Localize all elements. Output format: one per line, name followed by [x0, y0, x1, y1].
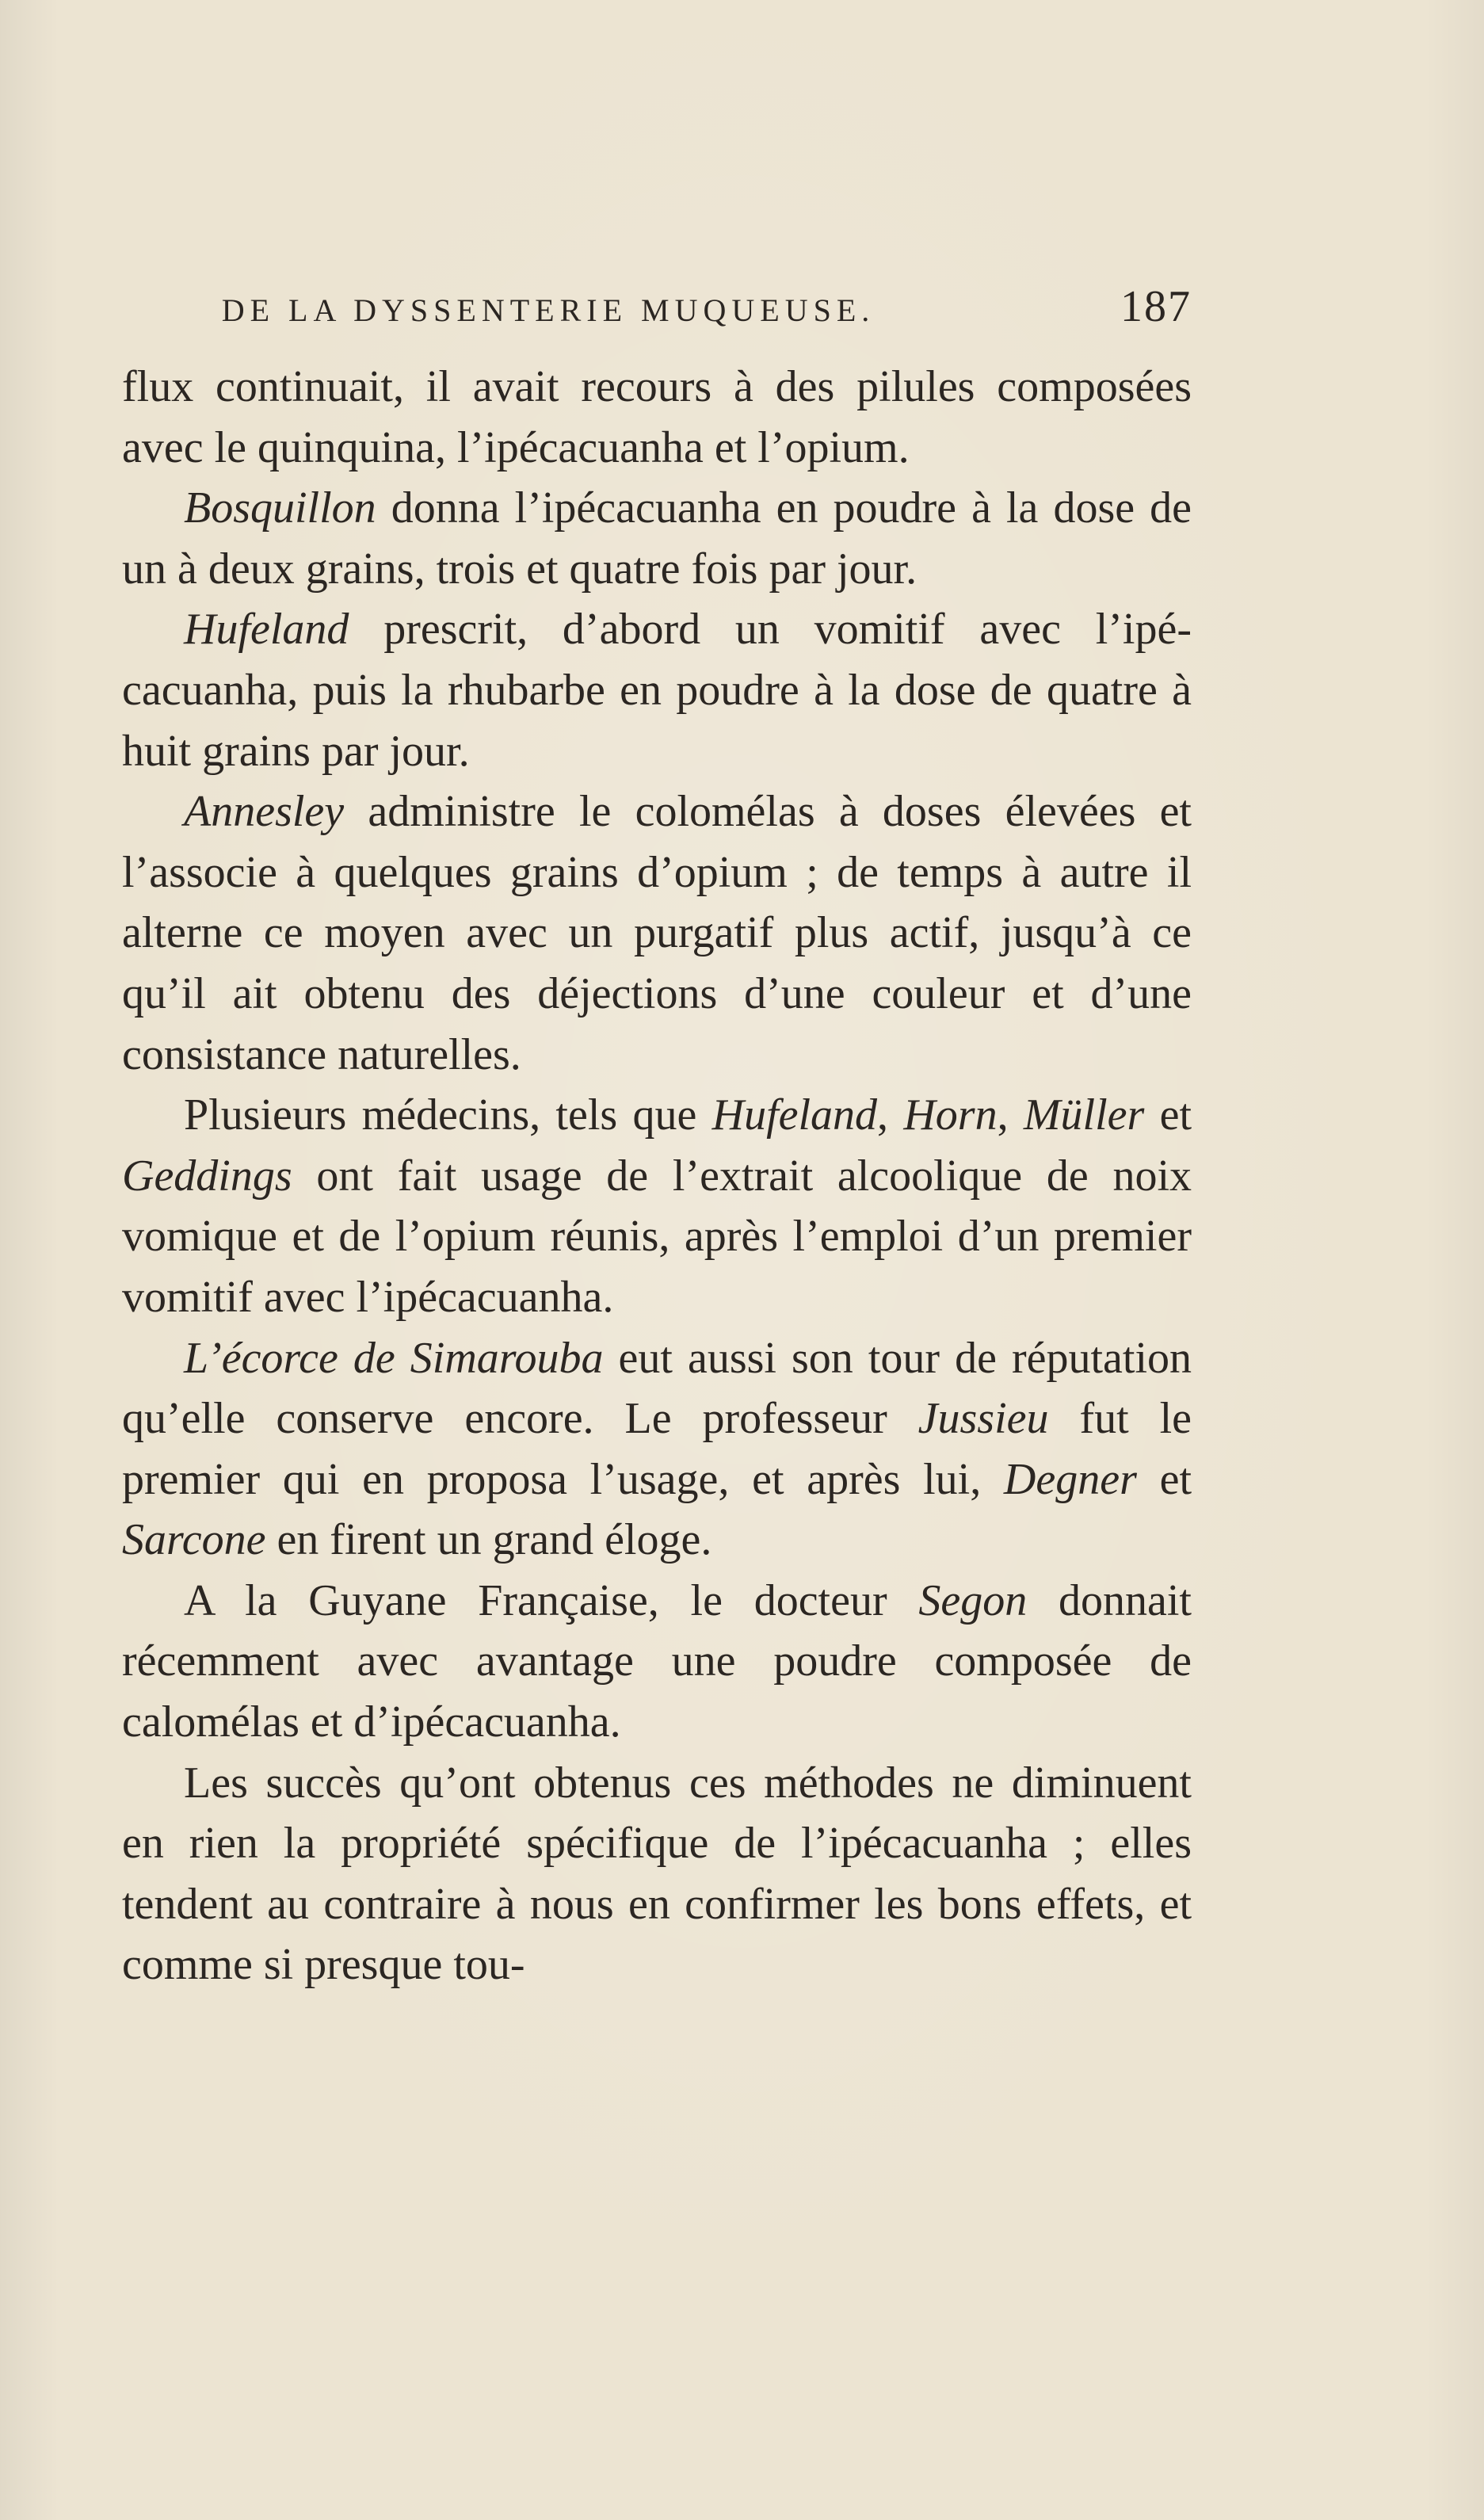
body-text: [122, 357, 1192, 1995]
italic-name: Sarcone: [122, 1515, 266, 1565]
paragraph: [122, 478, 1192, 599]
italic-name: Jussieu: [917, 1394, 1049, 1444]
paragraph: [122, 1085, 1192, 1327]
text-run: prescrit, d’abord un vomitif avec l’ipécacuanha, puis la rhubarbe en poudre à la dose de quatre à huit grains par jour.: [122, 605, 1192, 776]
italic-name: Annesley: [184, 787, 345, 837]
paragraph: [122, 781, 1192, 1085]
text-run: en firent un grand éloge.: [265, 1515, 712, 1565]
paragraph: [122, 599, 1192, 781]
italic-name: Segon: [918, 1575, 1028, 1625]
paragraph: [122, 1753, 1192, 1995]
italic-name: Müller: [1023, 1090, 1145, 1140]
paragraph: [122, 1328, 1192, 1571]
page-number: 187: [1120, 282, 1192, 331]
text-run: A la Guyane Française, le docteur: [184, 1575, 919, 1625]
text-run: fut le premier qui en proposa l’usage, et après lui,: [122, 1394, 1192, 1504]
text-run: flux continuait, il avait recours à des pilules composées avec le quinquina, l’ipécacuanha et l’opium.: [122, 362, 1192, 472]
italic-name: L’écorce de Simarouba: [184, 1333, 604, 1383]
text-run: eut aussi son tour de réputation qu’elle conserve encore. Le professeur: [122, 1333, 1192, 1444]
running-title: DE LA DYSSENTERIE MUQUEUSE.: [221, 292, 876, 328]
italic-name: Horn: [903, 1090, 998, 1140]
italic-name: Degner: [1003, 1454, 1137, 1504]
text-run: ont fait usage de l’extrait alcoolique de noix vomique et de l’opium réunis, après l’emploi d’un premier vomitif avec l’ipécacuanha.: [122, 1151, 1192, 1322]
italic-name: Bosquillon: [184, 483, 376, 533]
text-run: ,: [877, 1090, 904, 1140]
italic-name: Hufeland: [184, 605, 349, 655]
text-run: et: [1144, 1090, 1192, 1140]
text-run: Plusieurs médecins, tels que: [184, 1090, 712, 1140]
italic-name: Hufeland: [711, 1090, 878, 1140]
text-run: et: [1136, 1454, 1192, 1504]
paragraph: [122, 1571, 1192, 1753]
text-run: Les succès qu’ont obtenus ces méthodes ne diminuent en rien la propriété spécifique de l’ipécacuanha ; elles tendent au contraire à nous en confirmer les bons effets, et comme si presque tou-: [122, 1758, 1192, 1990]
running-head: [120, 281, 1192, 345]
text-run: ,: [997, 1090, 1024, 1140]
text-run: administre le colomélas à doses élevées et l’associe à quelques grains d’opium ; de temps à autre il alterne ce moyen avec un purgatif plus actif, jusqu’à ce qu’il ait obtenu des déjections d’une couleur et d’une consistance naturelles.: [122, 787, 1192, 1079]
text-run: donna l’ipécacuanha en poudre à la dose de un à deux grains, trois et quatre fois par jour.: [122, 483, 1192, 594]
italic-name: Geddings: [122, 1151, 292, 1201]
paragraph: [122, 357, 1192, 478]
text-run: donnait récemment avec avantage une poudre composée de calomélas et d’ipécacuanha.: [122, 1575, 1192, 1747]
